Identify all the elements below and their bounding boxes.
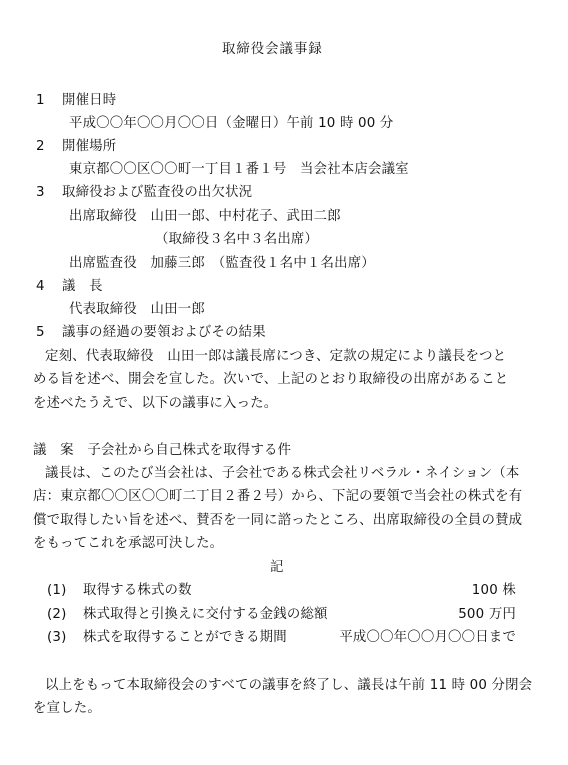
section-3-number: 3 (36, 185, 45, 200)
section-5-heading (36, 325, 266, 341)
meeting-datetime: 平成〇〇年〇〇月〇〇日（金曜日）午前 10 時 00 分 (69, 116, 394, 131)
item-2-number: (2) (47, 607, 67, 622)
document-title: 取締役会議事録 (222, 42, 323, 57)
section-1-heading (36, 93, 116, 109)
item-1-value: 100 株 (471, 583, 516, 598)
section-2-heading (36, 139, 116, 155)
ki-heading: 記 (270, 560, 284, 575)
agenda-line-2: 店：東京都〇〇区〇〇町二丁目２番２号）から、下記の要領で当会社の株式を有 (33, 489, 523, 504)
proceedings-line-3: を述べたうえで、以下の議事に入った。 (33, 396, 278, 411)
section-3-title: 取締役および監査役の出欠状況 (62, 185, 253, 200)
section-2-number: 2 (36, 139, 45, 154)
directors-attendance-count: （取締役３名中３名出席） (155, 232, 319, 247)
item-1-number: (1) (47, 583, 67, 598)
item-2-value: 500 万円 (458, 607, 516, 622)
agenda-heading: 議 案 子会社から自己株式を取得する件 (33, 443, 292, 458)
closing-line-1: 以上をもって本取締役会のすべての議事を終了し、議長は午前 11 時 00 分閉会 (45, 678, 533, 693)
item-3-number: (3) (47, 630, 67, 645)
item-3-value: 平成〇〇年〇〇月〇〇日まで (339, 630, 516, 645)
section-4-heading (36, 279, 103, 295)
meeting-place: 東京都〇〇区〇〇町一丁目１番１号 当会社本店会議室 (69, 162, 409, 177)
item-3-label: 株式を取得することができる期間 (83, 630, 287, 645)
section-4-title: 議 長 (62, 279, 103, 294)
section-1-number: 1 (36, 93, 45, 108)
closing-line-2: を宣した。 (33, 701, 101, 716)
section-2-title: 開催場所 (62, 139, 117, 154)
attending-auditors: 出席監査役 加藤三郎 （監査役１名中１名出席） (69, 256, 375, 271)
section-5-number: 5 (36, 325, 45, 340)
agenda-line-1: 議長は、このたび当会社は、子会社である株式会社リベラル・ネイション（本 (45, 466, 520, 481)
attending-directors: 出席取締役 山田一郎、中村花子、武田二郎 (69, 209, 341, 224)
section-5-title: 議事の経過の要領およびその結果 (62, 325, 266, 340)
proceedings-line-2: める旨を述べ、開会を宣した。次いで、上記のとおり取締役の出席があること (33, 372, 509, 387)
item-1-label: 取得する株式の数 (83, 583, 192, 598)
agenda-line-3: 償で取得したい旨を述べ、賛否を一同に諮ったところ、出席取締役の全員の賛成 (33, 513, 523, 528)
section-1-title: 開催日時 (62, 93, 117, 108)
agenda-line-4: をもってこれを承認可決した。 (33, 536, 224, 551)
section-4-number: 4 (36, 279, 45, 294)
chairperson: 代表取締役 山田一郎 (69, 302, 205, 317)
section-3-heading (36, 185, 252, 201)
proceedings-line-1: 定刻、代表取締役 山田一郎は議長席につき、定款の規定により議長をつと (45, 349, 507, 364)
item-2-label: 株式取得と引換えに交付する金銭の総額 (83, 607, 328, 622)
